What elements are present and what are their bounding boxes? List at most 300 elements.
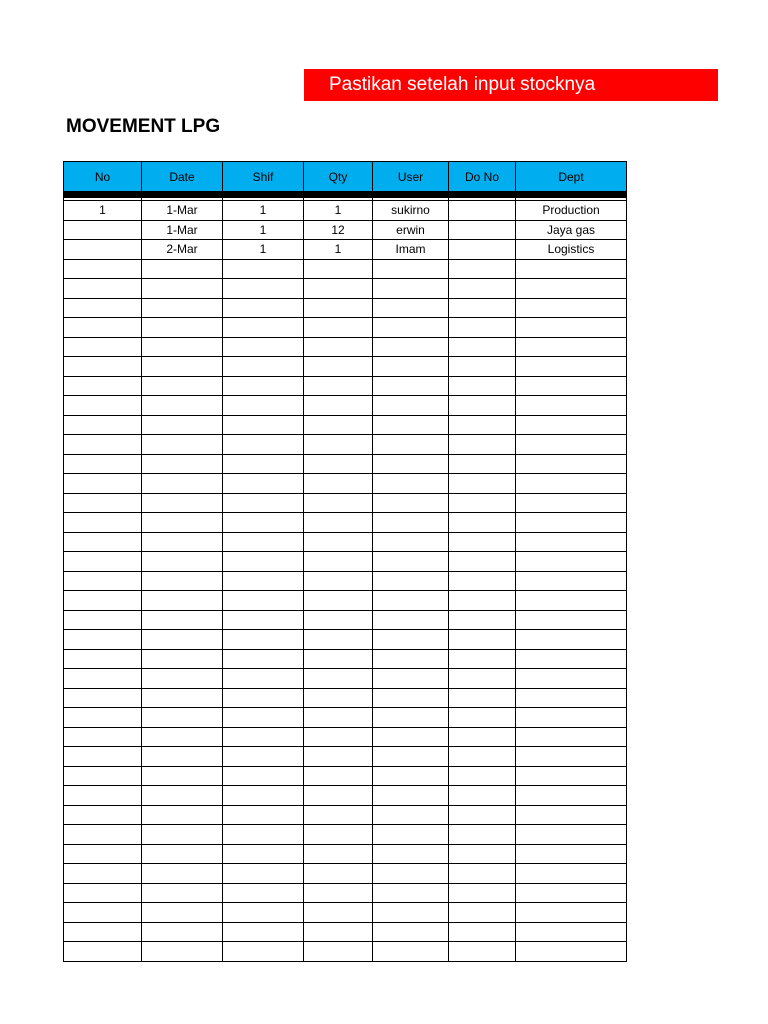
cell-do-no[interactable] [449, 786, 516, 806]
cell-qty[interactable] [304, 493, 373, 513]
cell-dept[interactable] [516, 825, 627, 845]
empty-row [64, 630, 627, 650]
cell-no[interactable] [64, 571, 142, 591]
cell-no[interactable] [64, 396, 142, 416]
cell-shif[interactable] [223, 844, 304, 864]
cell-date[interactable] [142, 942, 223, 962]
cell-no[interactable] [64, 864, 142, 884]
cell-qty[interactable] [304, 747, 373, 767]
cell-dept[interactable] [516, 805, 627, 825]
cell-do-no[interactable] [449, 532, 516, 552]
cell-user[interactable] [373, 688, 449, 708]
cell-date[interactable] [142, 630, 223, 650]
cell-user[interactable] [373, 903, 449, 923]
cell-date[interactable] [142, 493, 223, 513]
empty-row [64, 337, 627, 357]
cell-no[interactable] [64, 298, 142, 318]
cell-date[interactable] [142, 708, 223, 728]
cell-dept[interactable] [516, 571, 627, 591]
cell-no[interactable] [64, 474, 142, 494]
cell-do-no[interactable] [449, 903, 516, 923]
cell-qty[interactable] [304, 337, 373, 357]
cell-shif[interactable] [223, 669, 304, 689]
cell-qty[interactable] [304, 903, 373, 923]
cell-no[interactable] [64, 376, 142, 396]
cell-dept[interactable] [516, 396, 627, 416]
cell-qty[interactable] [304, 259, 373, 279]
cell-qty[interactable] [304, 630, 373, 650]
cell-shif[interactable] [223, 279, 304, 299]
cell-dept[interactable] [516, 649, 627, 669]
cell-user[interactable] [373, 825, 449, 845]
cell-shif[interactable] [223, 942, 304, 962]
cell-do-no[interactable] [449, 220, 516, 240]
cell-qty[interactable] [304, 766, 373, 786]
cell-dept[interactable] [516, 903, 627, 923]
cell-qty[interactable] [304, 708, 373, 728]
cell-date[interactable] [142, 883, 223, 903]
cell-qty[interactable] [304, 552, 373, 572]
cell-dept[interactable] [516, 844, 627, 864]
cell-dept[interactable] [516, 766, 627, 786]
cell-no[interactable] [64, 532, 142, 552]
cell-user[interactable] [373, 669, 449, 689]
cell-shif[interactable] [223, 259, 304, 279]
cell-date[interactable] [142, 454, 223, 474]
cell-user[interactable] [373, 435, 449, 455]
cell-do-no[interactable] [449, 513, 516, 533]
cell-do-no[interactable] [449, 630, 516, 650]
cell-dept[interactable] [516, 708, 627, 728]
cell-do-no[interactable] [449, 747, 516, 767]
cell-qty[interactable] [304, 357, 373, 377]
cell-shif[interactable] [223, 786, 304, 806]
cell-qty[interactable] [304, 688, 373, 708]
cell-dept[interactable] [516, 415, 627, 435]
cell-shif[interactable]: 1 [223, 220, 304, 240]
cell-shif[interactable]: 1 [223, 201, 304, 221]
cell-date[interactable] [142, 259, 223, 279]
cell-dept[interactable] [516, 942, 627, 962]
cell-user[interactable] [373, 571, 449, 591]
cell-date[interactable] [142, 552, 223, 572]
cell-date[interactable] [142, 357, 223, 377]
cell-date[interactable] [142, 435, 223, 455]
cell-no[interactable] [64, 649, 142, 669]
cell-shif[interactable] [223, 766, 304, 786]
cell-do-no[interactable] [449, 727, 516, 747]
cell-shif[interactable] [223, 571, 304, 591]
cell-user[interactable] [373, 396, 449, 416]
cell-user[interactable]: Imam [373, 240, 449, 260]
empty-row [64, 903, 627, 923]
cell-do-no[interactable] [449, 766, 516, 786]
cell-do-no[interactable] [449, 415, 516, 435]
cell-user[interactable] [373, 376, 449, 396]
cell-qty[interactable]: 12 [304, 220, 373, 240]
cell-qty[interactable] [304, 942, 373, 962]
cell-qty[interactable] [304, 532, 373, 552]
cell-user[interactable] [373, 415, 449, 435]
cell-no[interactable] [64, 883, 142, 903]
cell-shif[interactable] [223, 357, 304, 377]
cell-no[interactable] [64, 591, 142, 611]
cell-shif[interactable] [223, 649, 304, 669]
cell-user[interactable] [373, 708, 449, 728]
cell-shif[interactable] [223, 903, 304, 923]
cell-user[interactable] [373, 864, 449, 884]
cell-user[interactable]: sukirno [373, 201, 449, 221]
cell-shif[interactable] [223, 727, 304, 747]
cell-shif[interactable] [223, 688, 304, 708]
cell-dept[interactable] [516, 298, 627, 318]
cell-no[interactable] [64, 786, 142, 806]
cell-user[interactable] [373, 630, 449, 650]
cell-no[interactable] [64, 708, 142, 728]
empty-row [64, 727, 627, 747]
cell-do-no[interactable] [449, 474, 516, 494]
cell-date[interactable] [142, 922, 223, 942]
cell-user[interactable] [373, 493, 449, 513]
cell-date[interactable] [142, 532, 223, 552]
cell-dept[interactable] [516, 864, 627, 884]
movement-table [63, 161, 627, 962]
cell-shif[interactable] [223, 922, 304, 942]
cell-no[interactable] [64, 688, 142, 708]
cell-dept[interactable] [516, 513, 627, 533]
empty-row [64, 513, 627, 533]
cell-date[interactable] [142, 747, 223, 767]
cell-no[interactable] [64, 669, 142, 689]
cell-no[interactable] [64, 415, 142, 435]
cell-user[interactable] [373, 883, 449, 903]
cell-user[interactable] [373, 591, 449, 611]
cell-do-no[interactable] [449, 298, 516, 318]
cell-dept[interactable] [516, 610, 627, 630]
cell-user[interactable] [373, 279, 449, 299]
cell-date[interactable] [142, 903, 223, 923]
cell-do-no[interactable] [449, 688, 516, 708]
cell-no[interactable] [64, 630, 142, 650]
cell-do-no[interactable] [449, 454, 516, 474]
cell-date[interactable] [142, 337, 223, 357]
cell-user[interactable] [373, 922, 449, 942]
reminder-banner [304, 69, 718, 101]
empty-row [64, 571, 627, 591]
cell-no[interactable] [64, 766, 142, 786]
empty-row [64, 786, 627, 806]
cell-qty[interactable] [304, 805, 373, 825]
column-header-user: User [373, 162, 449, 192]
empty-row [64, 708, 627, 728]
cell-do-no[interactable] [449, 396, 516, 416]
cell-user[interactable] [373, 532, 449, 552]
cell-do-no[interactable] [449, 610, 516, 630]
cell-user[interactable] [373, 942, 449, 962]
cell-do-no[interactable] [449, 357, 516, 377]
cell-date[interactable]: 2-Mar [142, 240, 223, 260]
cell-user[interactable] [373, 357, 449, 377]
cell-user[interactable] [373, 766, 449, 786]
empty-row [64, 610, 627, 630]
cell-no[interactable] [64, 259, 142, 279]
cell-dept[interactable]: Production [516, 201, 627, 221]
cell-no[interactable] [64, 552, 142, 572]
cell-no[interactable]: 1 [64, 201, 142, 221]
cell-qty[interactable] [304, 298, 373, 318]
cell-qty[interactable] [304, 610, 373, 630]
cell-dept[interactable]: Jaya gas [516, 220, 627, 240]
cell-date[interactable] [142, 727, 223, 747]
cell-shif[interactable] [223, 376, 304, 396]
cell-dept[interactable] [516, 279, 627, 299]
cell-dept[interactable] [516, 376, 627, 396]
cell-date[interactable] [142, 649, 223, 669]
cell-no[interactable] [64, 805, 142, 825]
cell-dept[interactable] [516, 454, 627, 474]
cell-no[interactable] [64, 903, 142, 923]
cell-shif[interactable] [223, 396, 304, 416]
cell-no[interactable] [64, 318, 142, 338]
cell-shif[interactable] [223, 591, 304, 611]
cell-do-no[interactable] [449, 376, 516, 396]
cell-do-no[interactable] [449, 825, 516, 845]
cell-do-no[interactable] [449, 708, 516, 728]
cell-dept[interactable] [516, 727, 627, 747]
cell-date[interactable] [142, 571, 223, 591]
cell-qty[interactable] [304, 435, 373, 455]
cell-user[interactable] [373, 318, 449, 338]
cell-user[interactable] [373, 298, 449, 318]
cell-qty[interactable] [304, 454, 373, 474]
cell-dept[interactable] [516, 747, 627, 767]
cell-user[interactable] [373, 649, 449, 669]
cell-date[interactable] [142, 825, 223, 845]
empty-row [64, 532, 627, 552]
cell-do-no[interactable] [449, 844, 516, 864]
cell-qty[interactable] [304, 591, 373, 611]
cell-shif[interactable] [223, 454, 304, 474]
cell-no[interactable] [64, 825, 142, 845]
cell-do-no[interactable] [449, 337, 516, 357]
cell-shif[interactable] [223, 532, 304, 552]
cell-qty[interactable] [304, 318, 373, 338]
cell-shif[interactable]: 1 [223, 240, 304, 260]
empty-row [64, 376, 627, 396]
cell-do-no[interactable] [449, 591, 516, 611]
cell-dept[interactable] [516, 318, 627, 338]
cell-do-no[interactable] [449, 240, 516, 260]
cell-dept[interactable] [516, 883, 627, 903]
page-title: MOVEMENT LPG [66, 116, 221, 137]
cell-qty[interactable] [304, 474, 373, 494]
cell-date[interactable] [142, 396, 223, 416]
cell-do-no[interactable] [449, 883, 516, 903]
cell-date[interactable] [142, 513, 223, 533]
cell-do-no[interactable] [449, 942, 516, 962]
cell-do-no[interactable] [449, 493, 516, 513]
cell-no[interactable] [64, 279, 142, 299]
cell-do-no[interactable] [449, 259, 516, 279]
cell-user[interactable] [373, 610, 449, 630]
cell-date[interactable] [142, 786, 223, 806]
cell-no[interactable] [64, 942, 142, 962]
cell-dept[interactable] [516, 357, 627, 377]
cell-dept[interactable] [516, 630, 627, 650]
cell-date[interactable] [142, 298, 223, 318]
empty-row [64, 864, 627, 884]
cell-user[interactable] [373, 513, 449, 533]
cell-no[interactable] [64, 922, 142, 942]
cell-user[interactable] [373, 844, 449, 864]
cell-do-no[interactable] [449, 649, 516, 669]
cell-no[interactable] [64, 844, 142, 864]
table-row [64, 220, 627, 240]
cell-no[interactable] [64, 610, 142, 630]
cell-qty[interactable] [304, 844, 373, 864]
cell-date[interactable] [142, 766, 223, 786]
empty-row [64, 844, 627, 864]
cell-shif[interactable] [223, 825, 304, 845]
cell-user[interactable] [373, 474, 449, 494]
cell-no[interactable] [64, 727, 142, 747]
cell-no[interactable] [64, 493, 142, 513]
cell-do-no[interactable] [449, 864, 516, 884]
cell-qty[interactable] [304, 727, 373, 747]
cell-dept[interactable]: Logistics [516, 240, 627, 260]
cell-do-no[interactable] [449, 805, 516, 825]
cell-qty[interactable] [304, 786, 373, 806]
cell-dept[interactable] [516, 435, 627, 455]
cell-date[interactable] [142, 805, 223, 825]
cell-no[interactable] [64, 337, 142, 357]
cell-date[interactable]: 1-Mar [142, 220, 223, 240]
empty-row [64, 415, 627, 435]
cell-no[interactable] [64, 220, 142, 240]
cell-qty[interactable] [304, 825, 373, 845]
cell-do-no[interactable] [449, 279, 516, 299]
cell-user[interactable] [373, 337, 449, 357]
cell-qty[interactable]: 1 [304, 201, 373, 221]
cell-qty[interactable] [304, 571, 373, 591]
cell-date[interactable] [142, 279, 223, 299]
cell-user[interactable] [373, 805, 449, 825]
cell-date[interactable] [142, 669, 223, 689]
cell-user[interactable] [373, 552, 449, 572]
cell-shif[interactable] [223, 805, 304, 825]
cell-date[interactable] [142, 844, 223, 864]
cell-shif[interactable] [223, 747, 304, 767]
cell-no[interactable] [64, 240, 142, 260]
cell-shif[interactable] [223, 630, 304, 650]
cell-do-no[interactable] [449, 318, 516, 338]
cell-shif[interactable] [223, 474, 304, 494]
cell-date[interactable] [142, 688, 223, 708]
cell-no[interactable] [64, 747, 142, 767]
cell-dept[interactable] [516, 552, 627, 572]
cell-qty[interactable] [304, 396, 373, 416]
cell-dept[interactable] [516, 474, 627, 494]
cell-shif[interactable] [223, 415, 304, 435]
cell-date[interactable] [142, 318, 223, 338]
cell-user[interactable]: erwin [373, 220, 449, 240]
cell-shif[interactable] [223, 435, 304, 455]
empty-row [64, 493, 627, 513]
cell-date[interactable] [142, 864, 223, 884]
cell-shif[interactable] [223, 493, 304, 513]
cell-no[interactable] [64, 454, 142, 474]
empty-row [64, 883, 627, 903]
cell-dept[interactable] [516, 688, 627, 708]
cell-date[interactable] [142, 474, 223, 494]
cell-user[interactable] [373, 259, 449, 279]
cell-user[interactable] [373, 454, 449, 474]
cell-no[interactable] [64, 513, 142, 533]
cell-dept[interactable] [516, 532, 627, 552]
cell-shif[interactable] [223, 610, 304, 630]
cell-dept[interactable] [516, 493, 627, 513]
cell-dept[interactable] [516, 669, 627, 689]
reminder-banner-text: Pastikan setelah input stocknya [329, 74, 596, 95]
cell-date[interactable] [142, 415, 223, 435]
cell-shif[interactable] [223, 883, 304, 903]
cell-dept[interactable] [516, 591, 627, 611]
cell-shif[interactable] [223, 298, 304, 318]
cell-qty[interactable] [304, 513, 373, 533]
cell-date[interactable] [142, 376, 223, 396]
cell-qty[interactable] [304, 649, 373, 669]
cell-do-no[interactable] [449, 201, 516, 221]
empty-row [64, 298, 627, 318]
cell-no[interactable] [64, 357, 142, 377]
cell-dept[interactable] [516, 922, 627, 942]
cell-dept[interactable] [516, 337, 627, 357]
cell-qty[interactable] [304, 864, 373, 884]
cell-shif[interactable] [223, 513, 304, 533]
cell-dept[interactable] [516, 259, 627, 279]
cell-do-no[interactable] [449, 571, 516, 591]
cell-qty[interactable] [304, 669, 373, 689]
cell-shif[interactable] [223, 337, 304, 357]
cell-shif[interactable] [223, 864, 304, 884]
cell-shif[interactable] [223, 708, 304, 728]
cell-dept[interactable] [516, 786, 627, 806]
cell-user[interactable] [373, 727, 449, 747]
cell-qty[interactable]: 1 [304, 240, 373, 260]
cell-date[interactable] [142, 591, 223, 611]
cell-qty[interactable] [304, 922, 373, 942]
cell-shif[interactable] [223, 552, 304, 572]
cell-qty[interactable] [304, 376, 373, 396]
cell-shif[interactable] [223, 318, 304, 338]
empty-row [64, 259, 627, 279]
cell-no[interactable] [64, 435, 142, 455]
cell-do-no[interactable] [449, 435, 516, 455]
cell-qty[interactable] [304, 415, 373, 435]
cell-date[interactable] [142, 610, 223, 630]
cell-do-no[interactable] [449, 922, 516, 942]
cell-qty[interactable] [304, 883, 373, 903]
cell-do-no[interactable] [449, 669, 516, 689]
cell-user[interactable] [373, 747, 449, 767]
empty-row [64, 552, 627, 572]
empty-row [64, 922, 627, 942]
cell-user[interactable] [373, 786, 449, 806]
cell-do-no[interactable] [449, 552, 516, 572]
table-body [64, 192, 627, 962]
cell-date[interactable]: 1-Mar [142, 201, 223, 221]
cell-qty[interactable] [304, 279, 373, 299]
